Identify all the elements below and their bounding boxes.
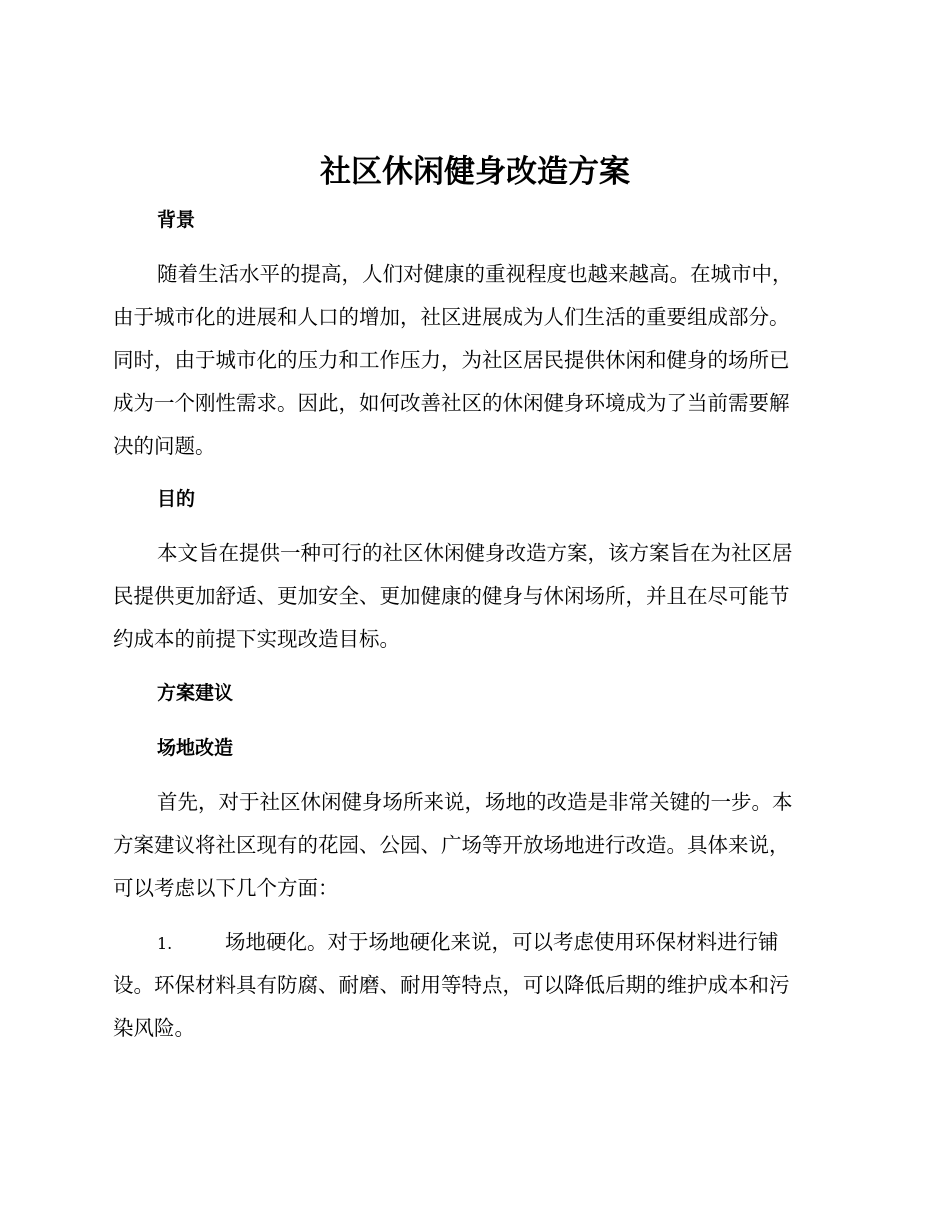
paragraph-line: 可以考虑以下几个方面： — [113, 876, 339, 900]
section-heading-background: 背景 — [157, 209, 196, 231]
document-title: 社区休闲健身改造方案 — [320, 154, 630, 190]
paragraph-line: 随着生活水平的提高，人们对健康的重视程度也越来越高。在城市中， — [157, 262, 793, 286]
list-item-text: 场地硬化。对于场地硬化来说，可以考虑使用环保材料进行铺 — [225, 930, 779, 954]
list-item-line: 设。环保材料具有防腐、耐磨、耐用等特点，可以降低后期的维护成本和污 — [113, 973, 790, 997]
paragraph-line: 同时，由于城市化的压力和工作压力，为社区居民提供休闲和健身的场所已 — [113, 348, 790, 372]
paragraph-line: 本文旨在提供一种可行的社区休闲健身改造方案，该方案旨在为社区居 — [157, 541, 793, 565]
paragraph-line: 方案建议将社区现有的花园、公园、广场等开放场地进行改造。具体来说， — [113, 833, 790, 857]
paragraph-line: 由于城市化的进展和人口的增加，社区进展成为人们生活的重要组成部分。 — [113, 305, 790, 329]
paragraph-line: 成为一个刚性需求。因此，如何改善社区的休闲健身环境成为了当前需要解 — [113, 391, 790, 415]
paragraph-site — [113, 781, 833, 910]
numbered-list — [113, 921, 833, 1050]
section-heading-purpose: 目的 — [157, 488, 196, 510]
paragraph-background — [113, 253, 833, 468]
paragraph-line: 首先，对于社区休闲健身场所来说，场地的改造是非常关键的一步。本 — [157, 790, 793, 814]
paragraph-line: 决的问题。 — [113, 434, 216, 458]
paragraph-purpose — [113, 532, 833, 661]
list-item-line: 染风险。 — [113, 1016, 195, 1040]
paragraph-line: 约成本的前提下实现改造目标。 — [113, 627, 400, 651]
list-item — [113, 921, 833, 964]
paragraph-line: 民提供更加舒适、更加安全、更加健康的健身与休闲场所，并且在尽可能节 — [113, 584, 790, 608]
section-heading-site: 场地改造 — [157, 737, 234, 759]
section-heading-proposal: 方案建议 — [157, 682, 234, 704]
list-item-number: 1. — [157, 934, 173, 953]
